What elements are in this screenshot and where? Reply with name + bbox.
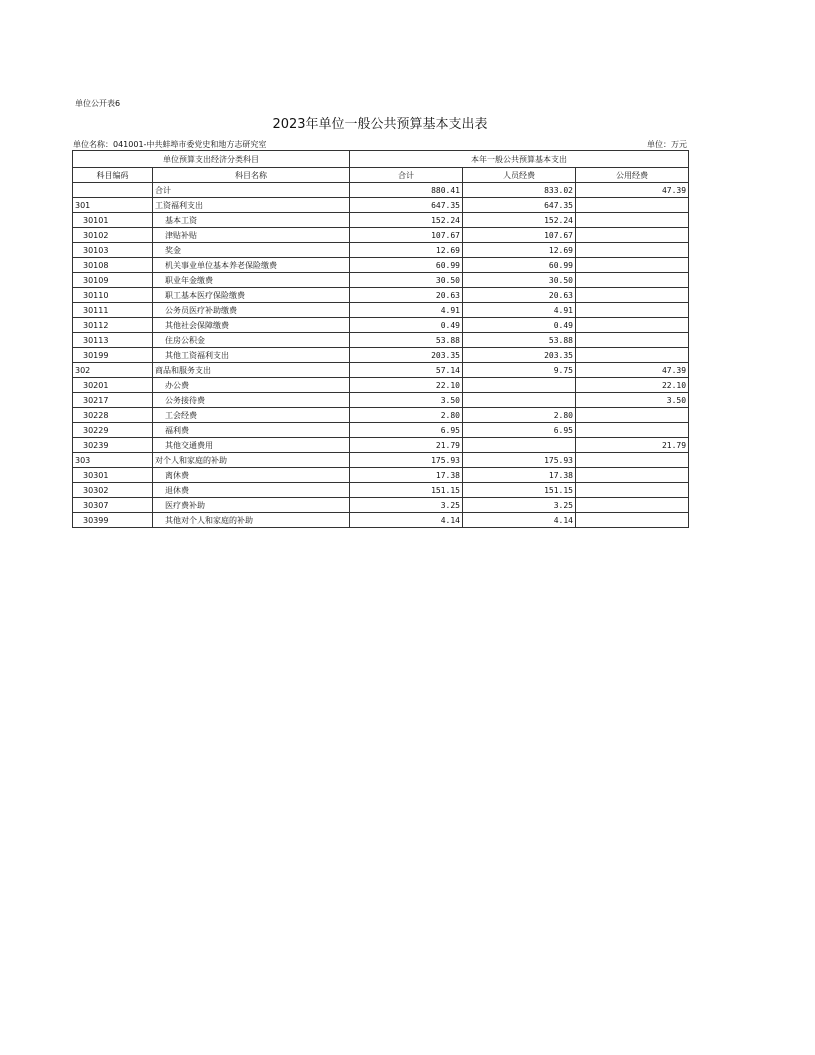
cell-personnel: 6.95 [463,423,576,438]
header-name: 科目名称 [153,168,350,183]
cell-total: 647.35 [350,198,463,213]
cell-total: 4.91 [350,303,463,318]
cell-name: 基本工资 [153,213,350,228]
cell-name: 其他社会保障缴费 [153,318,350,333]
table-row [73,483,689,498]
table-row [73,453,689,468]
cell-total: 3.50 [350,393,463,408]
cell-public [576,408,689,423]
cell-public: 47.39 [576,183,689,198]
cell-code: 30301 [73,468,153,483]
header-group-expenditure: 本年一般公共预算基本支出 [350,151,689,168]
table-row [73,393,689,408]
cell-code: 30102 [73,228,153,243]
cell-public [576,483,689,498]
cell-name: 工会经费 [153,408,350,423]
report-tag: 单位公开表6 [75,99,121,108]
cell-personnel: 17.38 [463,468,576,483]
cell-code [73,183,153,198]
cell-personnel: 2.80 [463,408,576,423]
cell-public: 47.39 [576,363,689,378]
cell-code: 30307 [73,498,153,513]
cell-name: 工资福利支出 [153,198,350,213]
cell-total: 3.25 [350,498,463,513]
table-row [73,303,689,318]
cell-total: 203.35 [350,348,463,363]
cell-name: 职工基本医疗保险缴费 [153,288,350,303]
table-row [73,213,689,228]
table-row [73,228,689,243]
cell-total: 4.14 [350,513,463,528]
cell-code: 30302 [73,483,153,498]
cell-personnel: 20.63 [463,288,576,303]
cell-public [576,228,689,243]
table-body [73,183,689,528]
cell-total: 880.41 [350,183,463,198]
cell-personnel: 4.14 [463,513,576,528]
cell-name: 医疗费补助 [153,498,350,513]
cell-total: 30.50 [350,273,463,288]
cell-personnel [463,438,576,453]
cell-name: 合计 [153,183,350,198]
header-group-classification: 单位预算支出经济分类科目 [73,151,350,168]
currency-unit: 单位：万元 [647,140,687,149]
cell-code: 30217 [73,393,153,408]
unit-name: 单位名称：041001-中共蚌埠市委党史和地方志研究室 [73,140,267,149]
cell-personnel: 151.15 [463,483,576,498]
cell-name: 其他交通费用 [153,438,350,453]
cell-public [576,333,689,348]
cell-total: 0.49 [350,318,463,333]
cell-personnel: 60.99 [463,258,576,273]
cell-code: 30239 [73,438,153,453]
cell-name: 津贴补贴 [153,228,350,243]
table-row [73,183,689,198]
cell-public [576,348,689,363]
table-row [73,258,689,273]
cell-code: 30228 [73,408,153,423]
cell-personnel: 30.50 [463,273,576,288]
cell-total: 53.88 [350,333,463,348]
table-row [73,438,689,453]
cell-personnel: 53.88 [463,333,576,348]
cell-public: 3.50 [576,393,689,408]
header-personnel: 人员经费 [463,168,576,183]
cell-name: 住房公积金 [153,333,350,348]
cell-code: 30199 [73,348,153,363]
cell-name: 办公费 [153,378,350,393]
header-total: 合计 [350,168,463,183]
table-row [73,348,689,363]
cell-code: 302 [73,363,153,378]
cell-personnel: 175.93 [463,453,576,468]
cell-code: 303 [73,453,153,468]
cell-personnel: 833.02 [463,183,576,198]
table-row [73,333,689,348]
cell-total: 107.67 [350,228,463,243]
cell-total: 152.24 [350,213,463,228]
cell-personnel: 4.91 [463,303,576,318]
table-row [73,318,689,333]
cell-public: 22.10 [576,378,689,393]
cell-name: 奖金 [153,243,350,258]
cell-code: 30109 [73,273,153,288]
cell-public [576,258,689,273]
cell-name: 商品和服务支出 [153,363,350,378]
cell-name: 机关事业单位基本养老保险缴费 [153,258,350,273]
cell-name: 职业年金缴费 [153,273,350,288]
cell-total: 17.38 [350,468,463,483]
cell-personnel: 203.35 [463,348,576,363]
cell-total: 21.79 [350,438,463,453]
cell-name: 退休费 [153,483,350,498]
cell-name: 其他对个人和家庭的补助 [153,513,350,528]
cell-public [576,318,689,333]
cell-personnel: 0.49 [463,318,576,333]
cell-code: 30201 [73,378,153,393]
table-row [73,273,689,288]
page-title: 2023年单位一般公共预算基本支出表 [272,117,488,132]
cell-total: 20.63 [350,288,463,303]
table-row [73,288,689,303]
cell-code: 30113 [73,333,153,348]
cell-total: 60.99 [350,258,463,273]
cell-name: 其他工资福利支出 [153,348,350,363]
table-row [73,513,689,528]
table-row [73,378,689,393]
cell-personnel: 12.69 [463,243,576,258]
cell-public [576,273,689,288]
cell-public [576,423,689,438]
budget-table [72,150,689,528]
table-row [73,243,689,258]
cell-total: 175.93 [350,453,463,468]
cell-public [576,243,689,258]
cell-public [576,213,689,228]
cell-public: 21.79 [576,438,689,453]
cell-name: 公务接待费 [153,393,350,408]
header-code: 科目编码 [73,168,153,183]
cell-code: 30229 [73,423,153,438]
cell-public [576,468,689,483]
cell-total: 6.95 [350,423,463,438]
cell-personnel: 3.25 [463,498,576,513]
cell-public [576,498,689,513]
cell-public [576,198,689,213]
cell-name: 福利费 [153,423,350,438]
cell-code: 30110 [73,288,153,303]
cell-public [576,513,689,528]
cell-total: 151.15 [350,483,463,498]
cell-personnel: 647.35 [463,198,576,213]
cell-code: 30112 [73,318,153,333]
cell-name: 公务员医疗补助缴费 [153,303,350,318]
cell-personnel: 152.24 [463,213,576,228]
cell-total: 2.80 [350,408,463,423]
table-row [73,423,689,438]
cell-code: 30108 [73,258,153,273]
cell-total: 12.69 [350,243,463,258]
cell-personnel [463,378,576,393]
cell-name: 对个人和家庭的补助 [153,453,350,468]
table-row [73,498,689,513]
header-public: 公用经费 [576,168,689,183]
cell-code: 30103 [73,243,153,258]
cell-name: 离休费 [153,468,350,483]
cell-code: 301 [73,198,153,213]
cell-public [576,453,689,468]
cell-personnel [463,393,576,408]
cell-personnel: 107.67 [463,228,576,243]
cell-code: 30111 [73,303,153,318]
table-row [73,468,689,483]
table-row [73,363,689,378]
table-row [73,198,689,213]
cell-code: 30399 [73,513,153,528]
cell-code: 30101 [73,213,153,228]
cell-public [576,303,689,318]
cell-public [576,288,689,303]
table-row [73,408,689,423]
cell-personnel: 9.75 [463,363,576,378]
cell-total: 22.10 [350,378,463,393]
cell-total: 57.14 [350,363,463,378]
